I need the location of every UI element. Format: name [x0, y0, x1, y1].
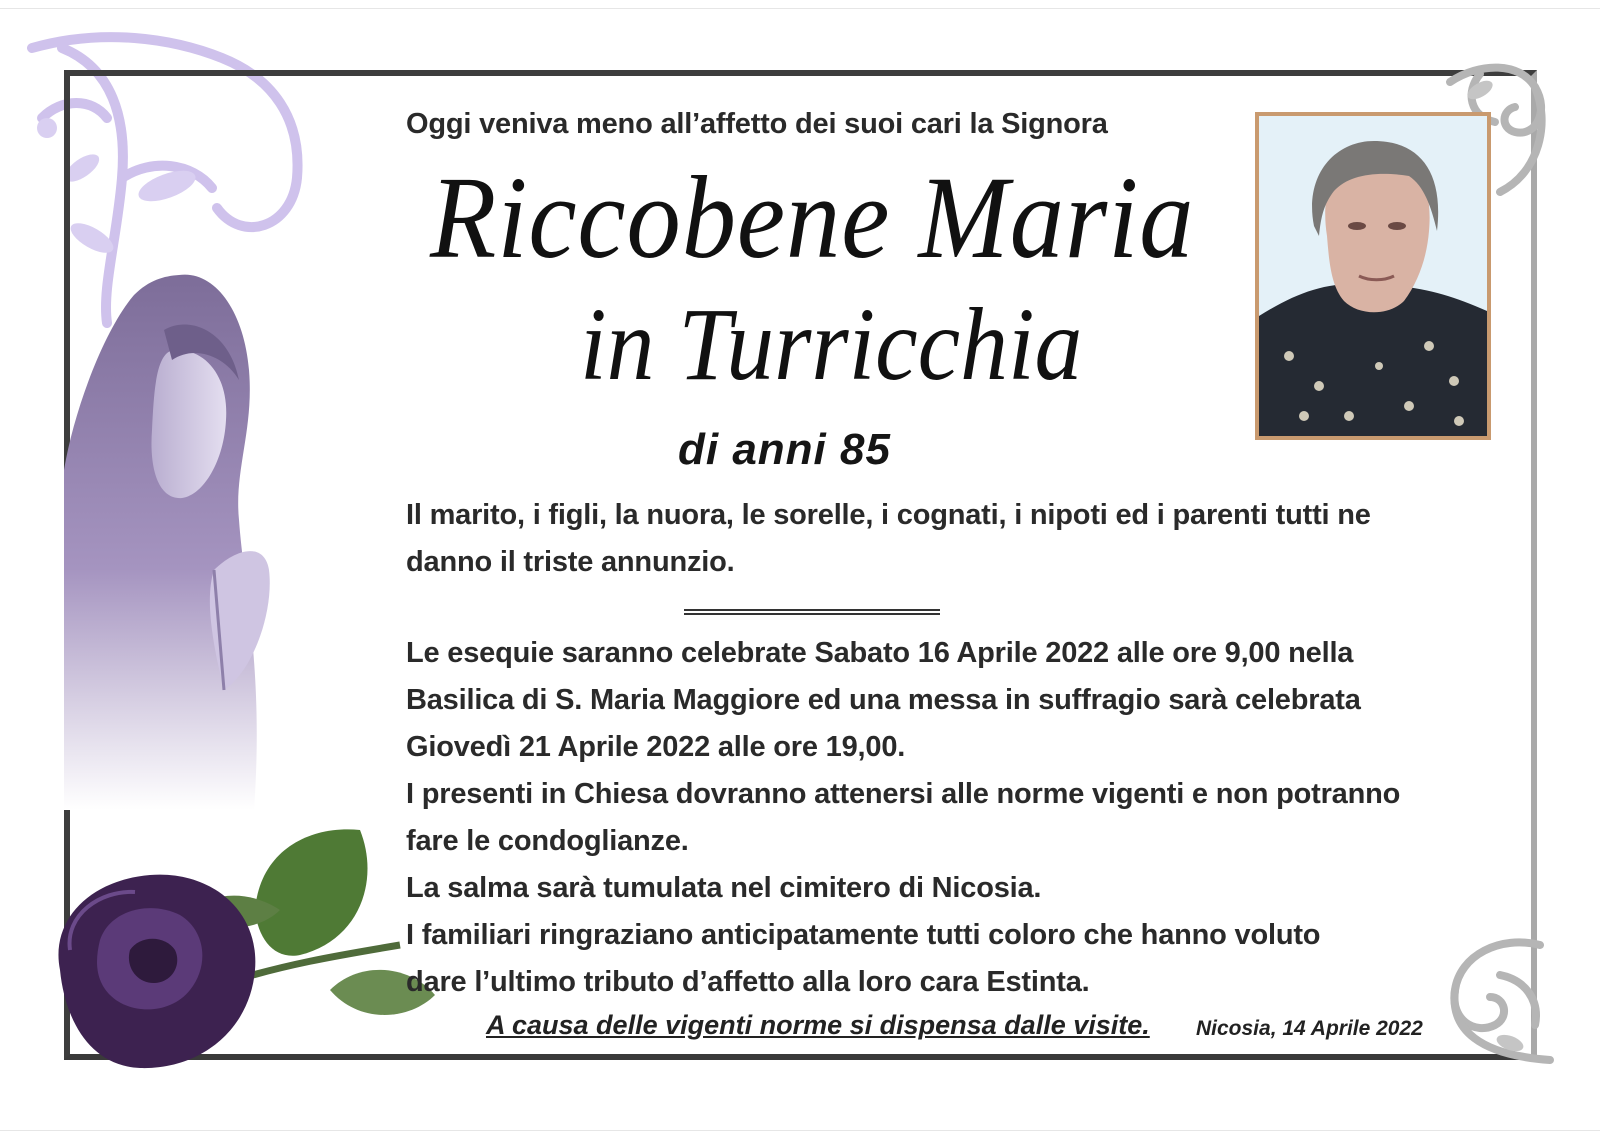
portrait-photo [1255, 112, 1491, 440]
text-line: Il marito, i figli, la nuora, le sorelle, i cognati, i nipoti ed i parenti tutti ne [406, 499, 1371, 531]
visits-notice: A causa delle vigenti norme si dispensa dalle visite. [486, 1010, 1150, 1040]
text-line: I familiari ringraziano anticipatamente tutti coloro che hanno voluto [406, 919, 1321, 951]
text-line: danno il triste annunzio. [406, 546, 735, 578]
deceased-name: Riccobene Maria [430, 152, 1195, 283]
portrait-icon [1259, 116, 1487, 436]
purple-rose-icon [40, 820, 440, 1080]
top-rule [0, 8, 1600, 9]
place-date: Nicosia, 14 Aprile 2022 [1196, 1017, 1423, 1040]
details-paragraph [406, 630, 1466, 1006]
married-name: in Turricchia [580, 287, 1083, 402]
age-line: di anni 85 [678, 425, 891, 474]
text-line: La salma sarà tumulata nel cimitero di Nicosia. [406, 872, 1042, 904]
intro-line: Oggi veniva meno all’affetto dei suoi cari la Signora [406, 108, 1108, 140]
text-line: Giovedì 21 Aprile 2022 alle ore 19,00. [406, 731, 906, 763]
text-line: I presenti in Chiesa dovranno attenersi alle norme vigenti e non potranno [406, 778, 1401, 810]
family-paragraph [406, 492, 1446, 586]
praying-madonna-statue-icon [64, 270, 284, 810]
bottom-rule [0, 1130, 1600, 1131]
text-line: fare le condoglianze. [406, 825, 689, 857]
text-line: Le esequie saranno celebrate Sabato 16 Aprile 2022 alle ore 9,00 nella [406, 637, 1354, 669]
text-line: dare l’ultimo tributo d’affetto alla loro cara Estinta. [406, 966, 1090, 998]
text-line: Basilica di S. Maria Maggiore ed una messa in suffragio sarà celebrata [406, 684, 1361, 716]
double-rule-divider [684, 609, 940, 615]
